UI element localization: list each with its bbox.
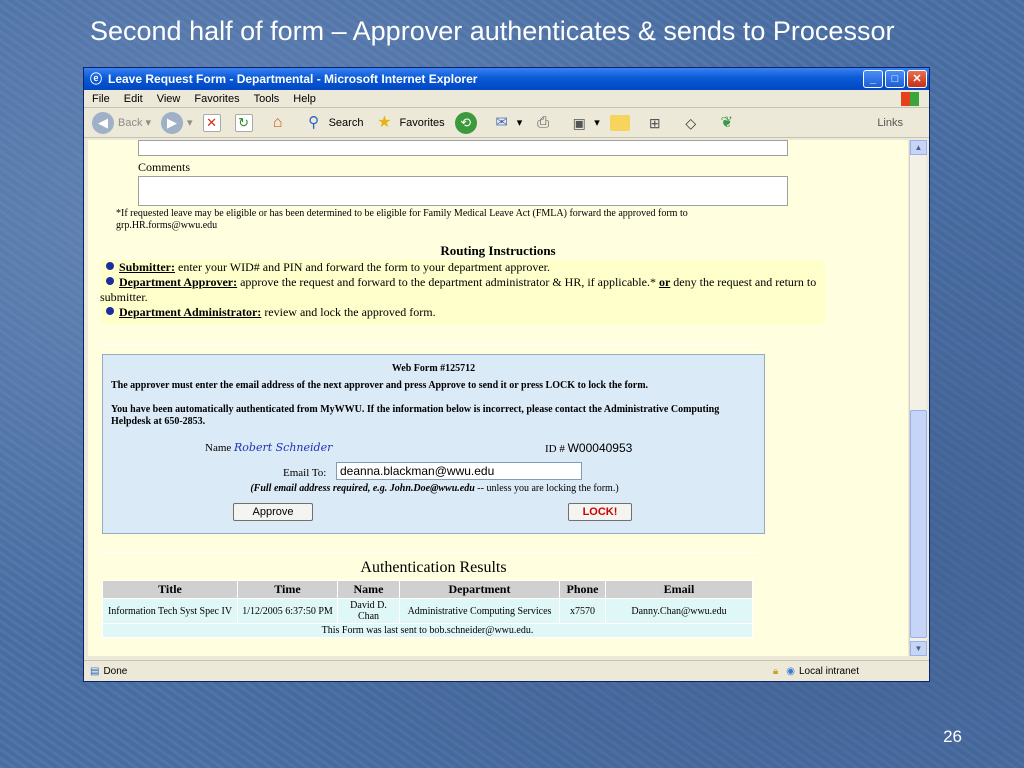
discuss-button[interactable] bbox=[644, 112, 670, 134]
approver-label: Department Approver: bbox=[119, 275, 238, 289]
forward-button[interactable]: ▶ ▾ bbox=[161, 112, 193, 134]
bullet-icon bbox=[106, 262, 114, 270]
cell-department: Administrative Computing Services bbox=[400, 599, 560, 624]
print-button[interactable] bbox=[532, 112, 558, 134]
web-form-panel bbox=[102, 354, 765, 534]
menu-help[interactable]: Help bbox=[293, 92, 316, 105]
comments-field[interactable] bbox=[138, 176, 788, 206]
title-bar[interactable] bbox=[84, 68, 929, 90]
scroll-up-icon[interactable]: ▲ bbox=[910, 140, 927, 155]
bullet-icon bbox=[106, 277, 114, 285]
table-footer-row bbox=[103, 624, 753, 638]
messenger-icon: ❦ bbox=[720, 113, 734, 131]
submitter-label: Submitter: bbox=[119, 260, 175, 274]
messenger-button[interactable] bbox=[716, 112, 742, 134]
lock-button[interactable]: LOCK! bbox=[568, 503, 632, 521]
routing-submitter bbox=[100, 260, 825, 275]
column-header: Name bbox=[338, 581, 400, 599]
admin-text: review and lock the approved form. bbox=[261, 305, 436, 319]
search-button[interactable] bbox=[303, 112, 364, 134]
cell-email: Danny.Chan@wwu.edu bbox=[606, 599, 753, 624]
page-icon: ▤ bbox=[90, 665, 100, 677]
approver-text: approve the request and forward to the department administrator & HR, if applicable.* bbox=[237, 275, 659, 289]
windows-logo-icon bbox=[901, 92, 919, 106]
routing-instructions bbox=[100, 260, 825, 324]
comments-label: Comments bbox=[138, 160, 191, 174]
stop-button[interactable] bbox=[203, 114, 225, 132]
menu-file[interactable]: File bbox=[92, 92, 110, 105]
routing-admin bbox=[100, 305, 825, 320]
email-to-input[interactable]: deanna.blackman@wwu.edu bbox=[336, 462, 582, 480]
cell-name: David D. Chan bbox=[338, 599, 400, 624]
edit-button[interactable]: ▣ ▾ bbox=[568, 112, 600, 134]
approve-button[interactable]: Approve bbox=[233, 503, 313, 521]
cell-time: 1/12/2005 6:37:50 PM bbox=[238, 599, 338, 624]
forward-arrow-icon: ▶ bbox=[161, 112, 183, 134]
refresh-button[interactable] bbox=[235, 114, 257, 132]
routing-approver bbox=[100, 275, 825, 305]
slide-title: Second half of form – Approver authenticates & sends to Processor bbox=[90, 16, 895, 46]
printer-icon: ⎙ bbox=[537, 113, 550, 131]
scroll-down-icon[interactable]: ▼ bbox=[910, 641, 927, 656]
edit-icon: ▣ bbox=[572, 114, 586, 131]
favorites-button[interactable] bbox=[373, 112, 444, 134]
submitter-text: enter your WID# and PIN and forward the form to your department approver. bbox=[175, 260, 550, 274]
star-icon: ★ bbox=[377, 113, 392, 131]
id-row bbox=[545, 441, 632, 455]
column-header: Department bbox=[400, 581, 560, 599]
home-icon: ⌂ bbox=[272, 113, 283, 131]
column-header: Time bbox=[238, 581, 338, 599]
refresh-icon: ↻ bbox=[235, 114, 253, 132]
approver-instruction: The approver must enter the email address of the next approver and press Approve to send it or press LOCK to lock the form. bbox=[111, 380, 649, 391]
stop-icon: ✕ bbox=[203, 114, 221, 132]
status-text: Done bbox=[103, 665, 128, 677]
column-header: Email bbox=[606, 581, 753, 599]
folder-button[interactable] bbox=[610, 115, 634, 131]
research-button[interactable] bbox=[680, 112, 706, 134]
results-heading: Authentication Results bbox=[360, 559, 507, 576]
cell-phone: x7570 bbox=[560, 599, 606, 624]
auth-instruction: You have been automatically authenticated from MyWWU. If the information below is incorrect, please contact the Administrative Computing Helpdesk at 650-2853. bbox=[111, 404, 720, 427]
mail-icon: ✉ bbox=[495, 113, 508, 131]
divider bbox=[102, 344, 760, 345]
maximize-button[interactable]: □ bbox=[885, 70, 905, 88]
menu-edit[interactable]: Edit bbox=[123, 92, 143, 105]
menu-tools[interactable]: Tools bbox=[253, 92, 280, 105]
zone-label: Local intranet bbox=[798, 665, 859, 677]
status-bar bbox=[84, 660, 929, 681]
routing-heading: Routing Instructions bbox=[440, 243, 556, 258]
menu-bar bbox=[84, 90, 929, 108]
bullet-icon bbox=[106, 307, 114, 315]
menu-view[interactable]: View bbox=[156, 92, 181, 105]
minimize-button[interactable]: _ bbox=[863, 70, 883, 88]
links-label[interactable]: Links bbox=[877, 116, 903, 129]
authentication-results-table bbox=[102, 580, 753, 638]
column-header: Phone bbox=[560, 581, 606, 599]
email-label: Email To: bbox=[283, 467, 327, 479]
name-label: Name bbox=[205, 442, 232, 454]
folder-icon bbox=[610, 115, 630, 131]
discuss-icon: ⊞ bbox=[648, 114, 661, 131]
favorites-label: Favorites bbox=[399, 116, 445, 129]
close-button[interactable]: ✕ bbox=[907, 70, 927, 88]
email-note bbox=[103, 483, 766, 494]
back-arrow-icon: ◀ bbox=[92, 112, 114, 134]
fmla-note: *If requested leave may be eligible or has been determined to be eligible for Family Medical Leave Act (FMLA) forward the approved form to grp.HR.forms@wwu.edu bbox=[116, 208, 688, 231]
page-content bbox=[88, 140, 908, 656]
lock-icon: 🔒︎ bbox=[772, 665, 779, 677]
table-row bbox=[103, 599, 753, 624]
window-title: Leave Request Form - Departmental - Microsoft Internet Explorer bbox=[108, 72, 478, 86]
approver-or: or bbox=[658, 275, 671, 289]
cell-title: Information Tech Syst Spec IV bbox=[103, 599, 238, 624]
search-label: Search bbox=[328, 116, 364, 129]
research-icon: ◇ bbox=[685, 114, 697, 131]
web-form-title: Web Form #125712 bbox=[391, 363, 476, 374]
history-button[interactable] bbox=[455, 112, 481, 134]
history-icon: ⟲ bbox=[455, 112, 477, 134]
browser-window bbox=[83, 67, 930, 682]
mail-button[interactable]: ✉ ▾ bbox=[491, 112, 523, 134]
approver-text-2: deny the request and return to submitter. bbox=[100, 275, 817, 304]
back-button[interactable]: ◀ Back ▾ bbox=[92, 112, 151, 134]
intranet-icon: ◉ bbox=[786, 665, 795, 677]
toolbar bbox=[84, 108, 929, 138]
column-header: Title bbox=[103, 581, 238, 599]
table-header-row bbox=[103, 581, 753, 599]
back-label: Back bbox=[118, 116, 143, 129]
vertical-scrollbar[interactable] bbox=[909, 140, 926, 656]
id-value: W00040953 bbox=[567, 441, 633, 455]
textarea-above[interactable] bbox=[138, 140, 788, 156]
admin-label: Department Administrator: bbox=[119, 305, 262, 319]
home-button[interactable] bbox=[267, 112, 293, 134]
ie-icon: ⓔ bbox=[90, 72, 103, 86]
scroll-thumb[interactable] bbox=[910, 410, 927, 638]
id-label: ID # bbox=[545, 443, 565, 455]
name-value: Robert Schneider bbox=[234, 441, 333, 454]
email-note-example: (Full email address required, e.g. John.Doe@wwu.edu bbox=[250, 483, 475, 494]
menu-favorites[interactable]: Favorites bbox=[194, 92, 240, 105]
divider-2 bbox=[102, 552, 760, 553]
name-row bbox=[205, 441, 332, 454]
last-sent-note: This Form was last sent to bob.schneider@wwu.edu. bbox=[103, 624, 753, 638]
search-icon: ⚲ bbox=[308, 113, 320, 131]
email-note-rest: -- unless you are locking the form.) bbox=[474, 483, 619, 494]
slide-number: 26 bbox=[943, 727, 962, 746]
